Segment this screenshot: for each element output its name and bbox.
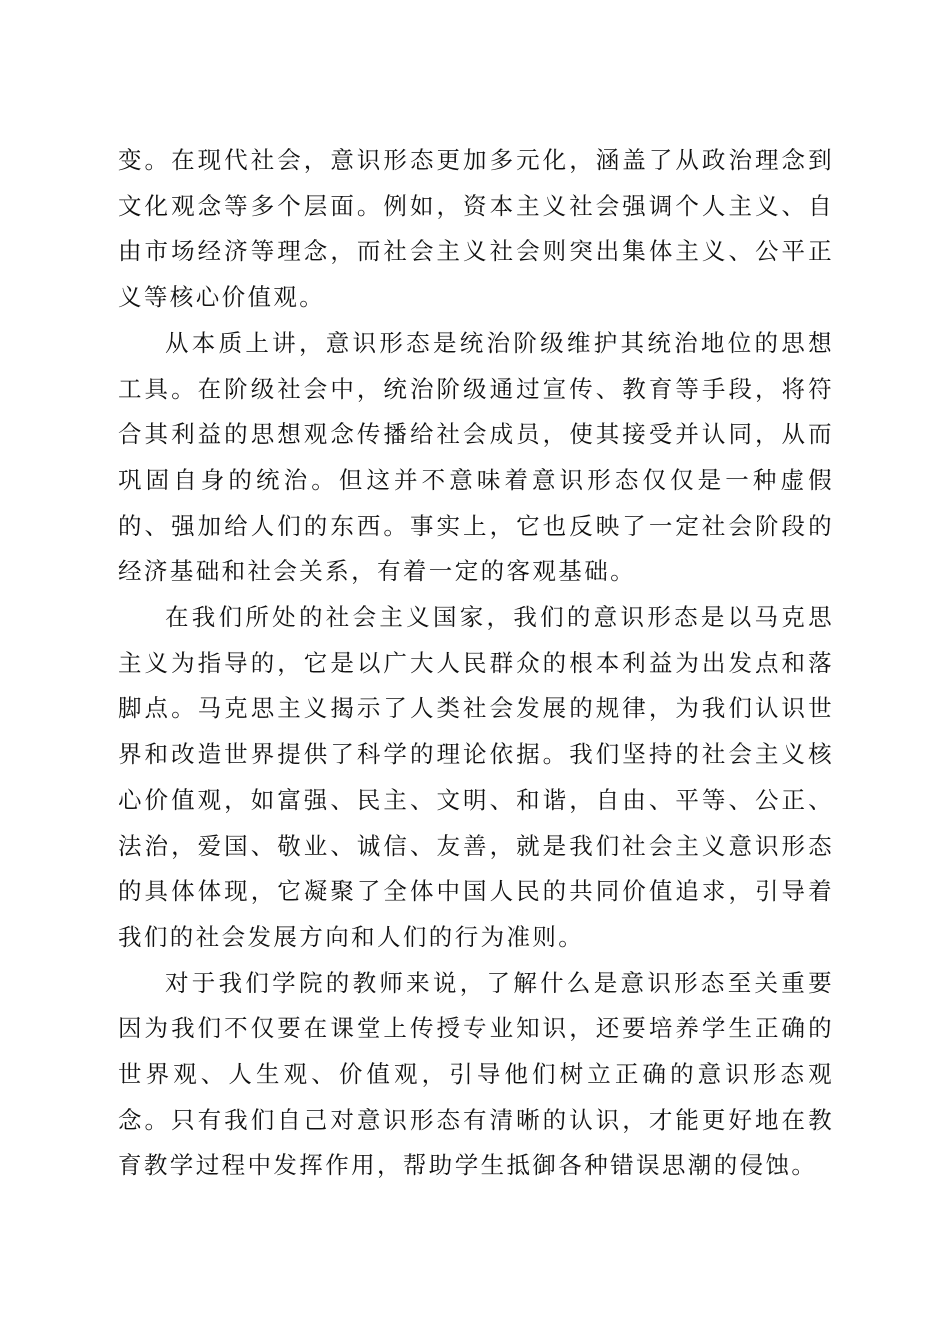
document-body	[118, 138, 834, 1189]
paragraph-teachers: 对于我们学院的教师来说，了解什么是意识形态至关重要因为我们不仅要在课堂上传授专业知识，还要培养学生正确的世界观、人生观、价值观，引导他们树立正确的意识形态观念。只有我们自己对意识形态有清晰的认识，才能更好地在教育教学过程中发挥作用，帮助学生抵御各种错误思潮的侵蚀。	[118, 968, 834, 1180]
paragraph-socialist-ideology: 在我们所处的社会主义国家，我们的意识形态是以马克思主义为指导的，它是以广大人民群众的根本利益为出发点和落脚点。马克思主义揭示了人类社会发展的规律，为我们认识世界和改造世界提供了科学的理论依据。我们坚持的社会主义核心价值观，如富强、民主、文明、和谐，自由、平等、公正、法治，爱国、敬业、诚信、友善，就是我们社会主义意识形态的具体体现，它凝聚了全体中国人民的共同价值追求，引导着我们的社会发展方向和人们的行为准则。	[118, 603, 834, 951]
paragraph-essence: 从本质上讲，意识形态是统治阶级维护其统治地位的思想工具。在阶级社会中，统治阶级通过宣传、教育等手段，将符合其利益的思想观念传播给社会成员，使其接受并认同，从而巩固自身的统治。但这并不意味着意识形态仅仅是一种虚假的、强加给人们的东西。事实上，它也反映了一定社会阶段的经济基础和社会关系，有着一定的客观基础。	[118, 328, 834, 586]
paragraph-continuation: 变。在现代社会，意识形态更加多元化，涵盖了从政治理念到文化观念等多个层面。例如，资本主义社会强调个人主义、自由市场经济等理念，而社会主义社会则突出集体主义、公平正义等核心价值观。	[118, 146, 834, 312]
